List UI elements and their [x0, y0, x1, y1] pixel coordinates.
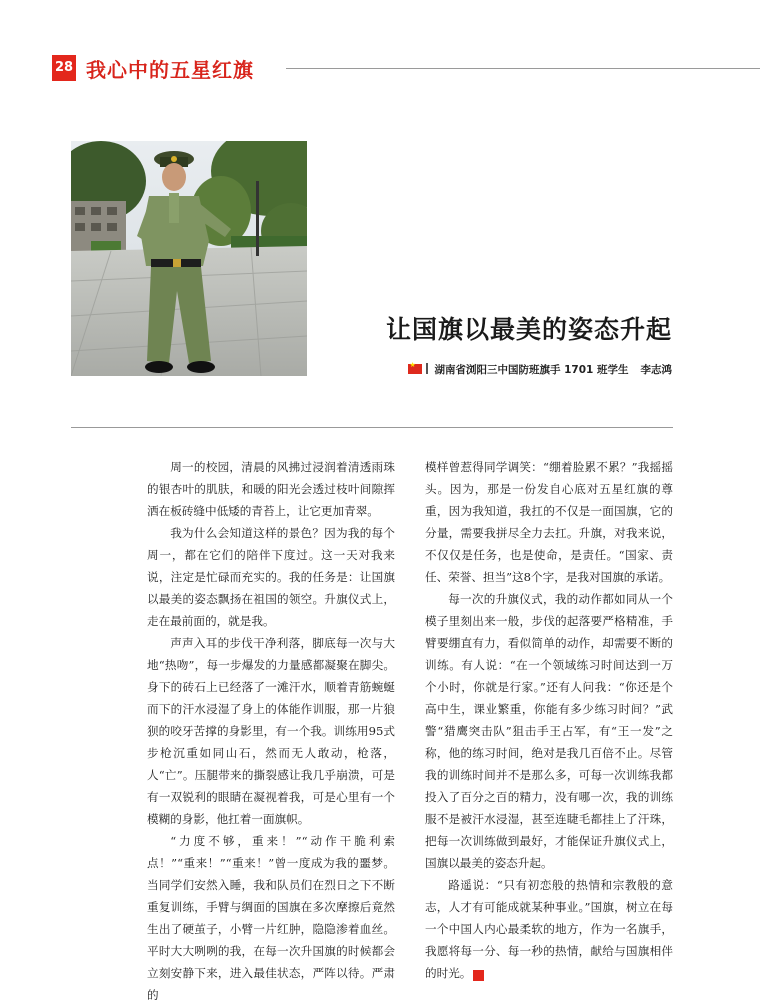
header-rule	[286, 68, 760, 69]
page-header	[0, 50, 760, 90]
paragraph-final	[425, 874, 673, 984]
article-column-left	[147, 456, 395, 1006]
soldier-photo	[71, 141, 307, 376]
article-title: 让国旗以最美的姿态升起	[385, 315, 672, 344]
china-flag-icon	[408, 364, 422, 374]
paragraph: 我为什么会知道这样的景色？因为我的每个周一，都在它们的陪伴下度过。这一天对我来说，注定是忙碌而充实的。我的任务是：让国旗以最美的姿态飘扬在祖国的领空。升旗仪式上，走在最前面的，就是我。	[147, 526, 395, 628]
paragraph: 每一次的升旗仪式，我的动作都如同从一个模子里刻出来一般，步伐的起落要严格精准，手臂要绷直有力，看似简单的动作，却需要不断的训练。有人说：“在一个领域练习时间达到一万个小时，你就是行家。”还有人问我：“你还是个高中生，课业繁重，你能有多少练习时间？”武警“猎鹰突击队”狙击手王占军，有“王一发”之称，他的练习时间，绝对是我几百倍不止。尽管我的训练时间并不是那么多，可每一次训练我都投入了百分之百的精力，没有哪一次，我的训练服不是被汗水浸湿，甚至连睫毛都挂上了汗珠，把每一次训练做到最好，才能保证升旗仪式上，国旗以最美的姿态升起。	[425, 592, 673, 870]
article-column-right	[425, 456, 673, 984]
paragraph: 声声入耳的步伐干净利落，脚底每一次与大地“热吻”，每一步爆发的力量感都凝聚在脚尖。身下的砖石上已经落了一滩汗水，顺着青筋蜿蜒而下的汗水浸湿了身上的体能作训服，那一片狼狈的咬牙苦撑的身影里，有一个我。训练用95式步枪沉重如同山石，然而无人敢动，枪落，人“亡”。压腿带来的撕裂感让我几乎崩溃，可是有一双锐利的眼睛在凝视着我，可是心里有一个模糊的身影，他扛着一面旗帜。	[147, 636, 395, 826]
byline-author: 李志鸿	[640, 364, 672, 376]
title-divider	[71, 427, 673, 428]
paragraph-final-text: 路遥说：“只有初恋般的热情和宗教般的意志，人才有可能成就某种事业。”国旗，树立在每一个中国人内心最柔软的地方，作为一名旗手，我愿将每一分、每一秒的热情，献给与国旗相伴的时光。	[425, 878, 673, 980]
soldier-photo-image	[71, 141, 307, 376]
paragraph: 周一的校园，清晨的风拂过浸润着清透雨珠的银杏叶的肌肤，和暖的阳光会透过枝叶间隙挥洒在板砖缝中低矮的青苔上，让它更加青翠。	[147, 460, 395, 518]
byline-separator	[426, 363, 428, 374]
byline-organization: 湖南省浏阳三中国防班旗手 1701 班学生	[434, 364, 629, 376]
end-mark-icon: G	[473, 970, 484, 981]
paragraph: “力度不够，重来！”“动作干脆利索点！”“重来！”“重来！”曾一度成为我的噩梦。当同学们安然入睡，我和队员们在烈日之下不断重复训练，手臂与绸面的国旗在多次摩擦后竟然生出了硬茧子，小臂一片红肿，隐隐渗着血丝。平时大大咧咧的我，在每一次升国旗的时候都会立刻安静下来，进入最佳状态，严阵以待。严肃的	[147, 834, 395, 1002]
paragraph-continuation: 模样曾惹得同学调笑：“绷着脸累不累？”我摇摇头。因为，那是一份发自心底对五星红旗的尊重，因为我知道，我扛的不仅是一面国旗，它的分量，需要我拼尽全力去扛。升旗，对我来说，不仅仅是任务，也是使命，是责任。“国家、责任、荣誉、担当”这8个字，是我对国旗的承诺。	[425, 460, 673, 584]
byline	[380, 362, 672, 380]
section-title: 我心中的五星红旗	[86, 58, 254, 82]
page-number: 28	[52, 55, 76, 81]
